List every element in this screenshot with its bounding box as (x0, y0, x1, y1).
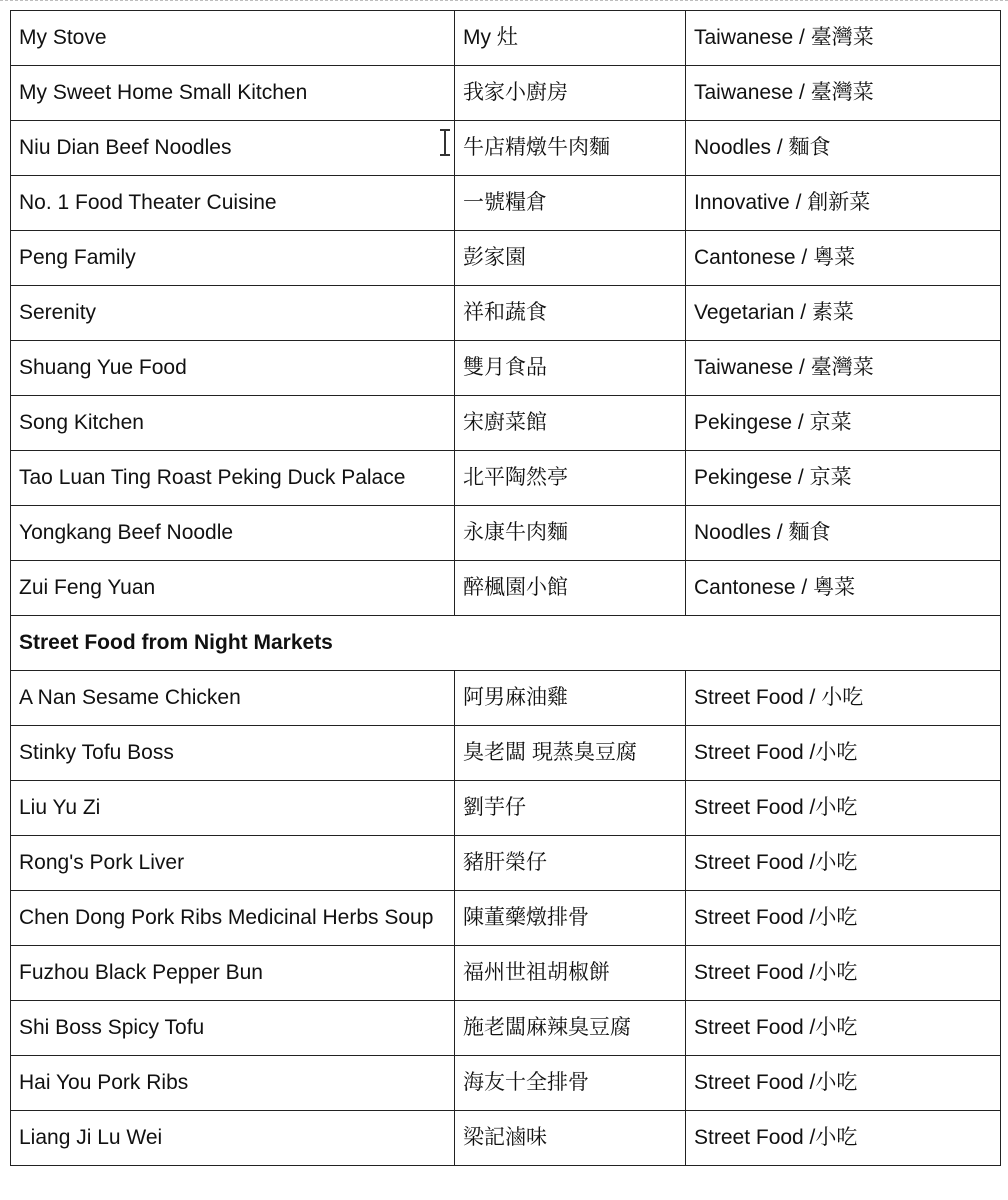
table-row (11, 506, 1001, 561)
restaurant-name-cell[interactable]: Yongkang Beef Noodle (11, 506, 455, 561)
chinese-name-cell[interactable]: 臭老闆 現蒸臭豆腐 (455, 726, 686, 781)
table-row (11, 396, 1001, 451)
table-row (11, 231, 1001, 286)
chinese-name-cell[interactable]: My 灶 (455, 11, 686, 66)
restaurant-table (10, 10, 1001, 1166)
chinese-name-cell[interactable]: 彭家園 (455, 231, 686, 286)
chinese-name-cell[interactable]: 宋廚菜館 (455, 396, 686, 451)
table-row (11, 1111, 1001, 1166)
table-row (11, 176, 1001, 231)
table-row (11, 891, 1001, 946)
table-row (11, 341, 1001, 396)
restaurant-name-cell[interactable]: Tao Luan Ting Roast Peking Duck Palace (11, 451, 455, 506)
cuisine-cell[interactable]: Pekingese / 京菜 (686, 451, 1001, 506)
chinese-name-cell[interactable]: 海友十全排骨 (455, 1056, 686, 1111)
chinese-name-cell[interactable]: 一號糧倉 (455, 176, 686, 231)
page-top-edge (0, 0, 1008, 1)
table-row (11, 66, 1001, 121)
table-row (11, 451, 1001, 506)
chinese-name-cell[interactable]: 陳董藥燉排骨 (455, 891, 686, 946)
restaurant-name-cell[interactable]: No. 1 Food Theater Cuisine (11, 176, 455, 231)
cuisine-cell[interactable]: Street Food /小吃 (686, 1111, 1001, 1166)
chinese-name-cell[interactable]: 劉芋仔 (455, 781, 686, 836)
table-row (11, 561, 1001, 616)
chinese-name-cell[interactable]: 牛店精燉牛肉麵 (455, 121, 686, 176)
table-row (11, 836, 1001, 891)
cuisine-cell[interactable]: Street Food / 小吃 (686, 671, 1001, 726)
restaurant-name-cell[interactable]: Liang Ji Lu Wei (11, 1111, 455, 1166)
table-row (11, 1001, 1001, 1056)
restaurant-name-cell[interactable]: A Nan Sesame Chicken (11, 671, 455, 726)
cuisine-cell[interactable]: Street Food /小吃 (686, 891, 1001, 946)
chinese-name-cell[interactable]: 豬肝榮仔 (455, 836, 686, 891)
restaurant-name-cell[interactable]: Song Kitchen (11, 396, 455, 451)
section-header-row (11, 616, 1001, 671)
restaurant-name-cell[interactable]: Shi Boss Spicy Tofu (11, 1001, 455, 1056)
chinese-name-cell[interactable]: 福州世祖胡椒餅 (455, 946, 686, 1001)
restaurant-name-cell[interactable]: Chen Dong Pork Ribs Medicinal Herbs Soup (11, 891, 455, 946)
chinese-name-cell[interactable]: 醉楓園小館 (455, 561, 686, 616)
cuisine-cell[interactable]: Cantonese / 粵菜 (686, 561, 1001, 616)
chinese-name-cell[interactable]: 阿男麻油雞 (455, 671, 686, 726)
cuisine-cell[interactable]: Noodles / 麵食 (686, 506, 1001, 561)
table-row (11, 781, 1001, 836)
cuisine-cell[interactable]: Innovative / 創新菜 (686, 176, 1001, 231)
restaurant-name-cell[interactable]: My Stove (11, 11, 455, 66)
cuisine-cell[interactable]: Taiwanese / 臺灣菜 (686, 341, 1001, 396)
cuisine-cell[interactable]: Vegetarian / 素菜 (686, 286, 1001, 341)
table-row (11, 121, 1001, 176)
table-row (11, 726, 1001, 781)
cuisine-cell[interactable]: Street Food /小吃 (686, 836, 1001, 891)
restaurant-name-cell[interactable]: Rong's Pork Liver (11, 836, 455, 891)
cuisine-cell[interactable]: Street Food /小吃 (686, 1001, 1001, 1056)
chinese-name-cell[interactable]: 永康牛肉麵 (455, 506, 686, 561)
restaurant-name-cell[interactable]: Shuang Yue Food (11, 341, 455, 396)
restaurant-name-cell[interactable]: Serenity (11, 286, 455, 341)
cuisine-cell[interactable]: Street Food /小吃 (686, 781, 1001, 836)
restaurant-name-cell[interactable]: Zui Feng Yuan (11, 561, 455, 616)
table-row (11, 286, 1001, 341)
restaurant-name-cell[interactable]: Fuzhou Black Pepper Bun (11, 946, 455, 1001)
restaurant-name-cell[interactable]: Hai You Pork Ribs (11, 1056, 455, 1111)
chinese-name-cell[interactable]: 北平陶然亭 (455, 451, 686, 506)
section-heading[interactable]: Street Food from Night Markets (11, 616, 1001, 671)
restaurant-name-cell[interactable]: Niu Dian Beef Noodles (11, 121, 455, 176)
cuisine-cell[interactable]: Street Food /小吃 (686, 726, 1001, 781)
restaurant-name-cell[interactable]: My Sweet Home Small Kitchen (11, 66, 455, 121)
cuisine-cell[interactable]: Taiwanese / 臺灣菜 (686, 66, 1001, 121)
cuisine-cell[interactable]: Pekingese / 京菜 (686, 396, 1001, 451)
restaurant-name-cell[interactable]: Stinky Tofu Boss (11, 726, 455, 781)
restaurant-name-cell[interactable]: Liu Yu Zi (11, 781, 455, 836)
table-row (11, 11, 1001, 66)
chinese-name-cell[interactable]: 梁記滷味 (455, 1111, 686, 1166)
chinese-name-cell[interactable]: 祥和蔬食 (455, 286, 686, 341)
chinese-name-cell[interactable]: 雙月食品 (455, 341, 686, 396)
table-row (11, 1056, 1001, 1111)
cuisine-cell[interactable]: Street Food /小吃 (686, 1056, 1001, 1111)
cuisine-cell[interactable]: Cantonese / 粵菜 (686, 231, 1001, 286)
chinese-name-cell[interactable]: 施老闆麻辣臭豆腐 (455, 1001, 686, 1056)
restaurant-name-cell[interactable]: Peng Family (11, 231, 455, 286)
table-row (11, 946, 1001, 1001)
chinese-name-cell[interactable]: 我家小廚房 (455, 66, 686, 121)
cuisine-cell[interactable]: Taiwanese / 臺灣菜 (686, 11, 1001, 66)
table-row (11, 671, 1001, 726)
cuisine-cell[interactable]: Noodles / 麵食 (686, 121, 1001, 176)
cuisine-cell[interactable]: Street Food /小吃 (686, 946, 1001, 1001)
